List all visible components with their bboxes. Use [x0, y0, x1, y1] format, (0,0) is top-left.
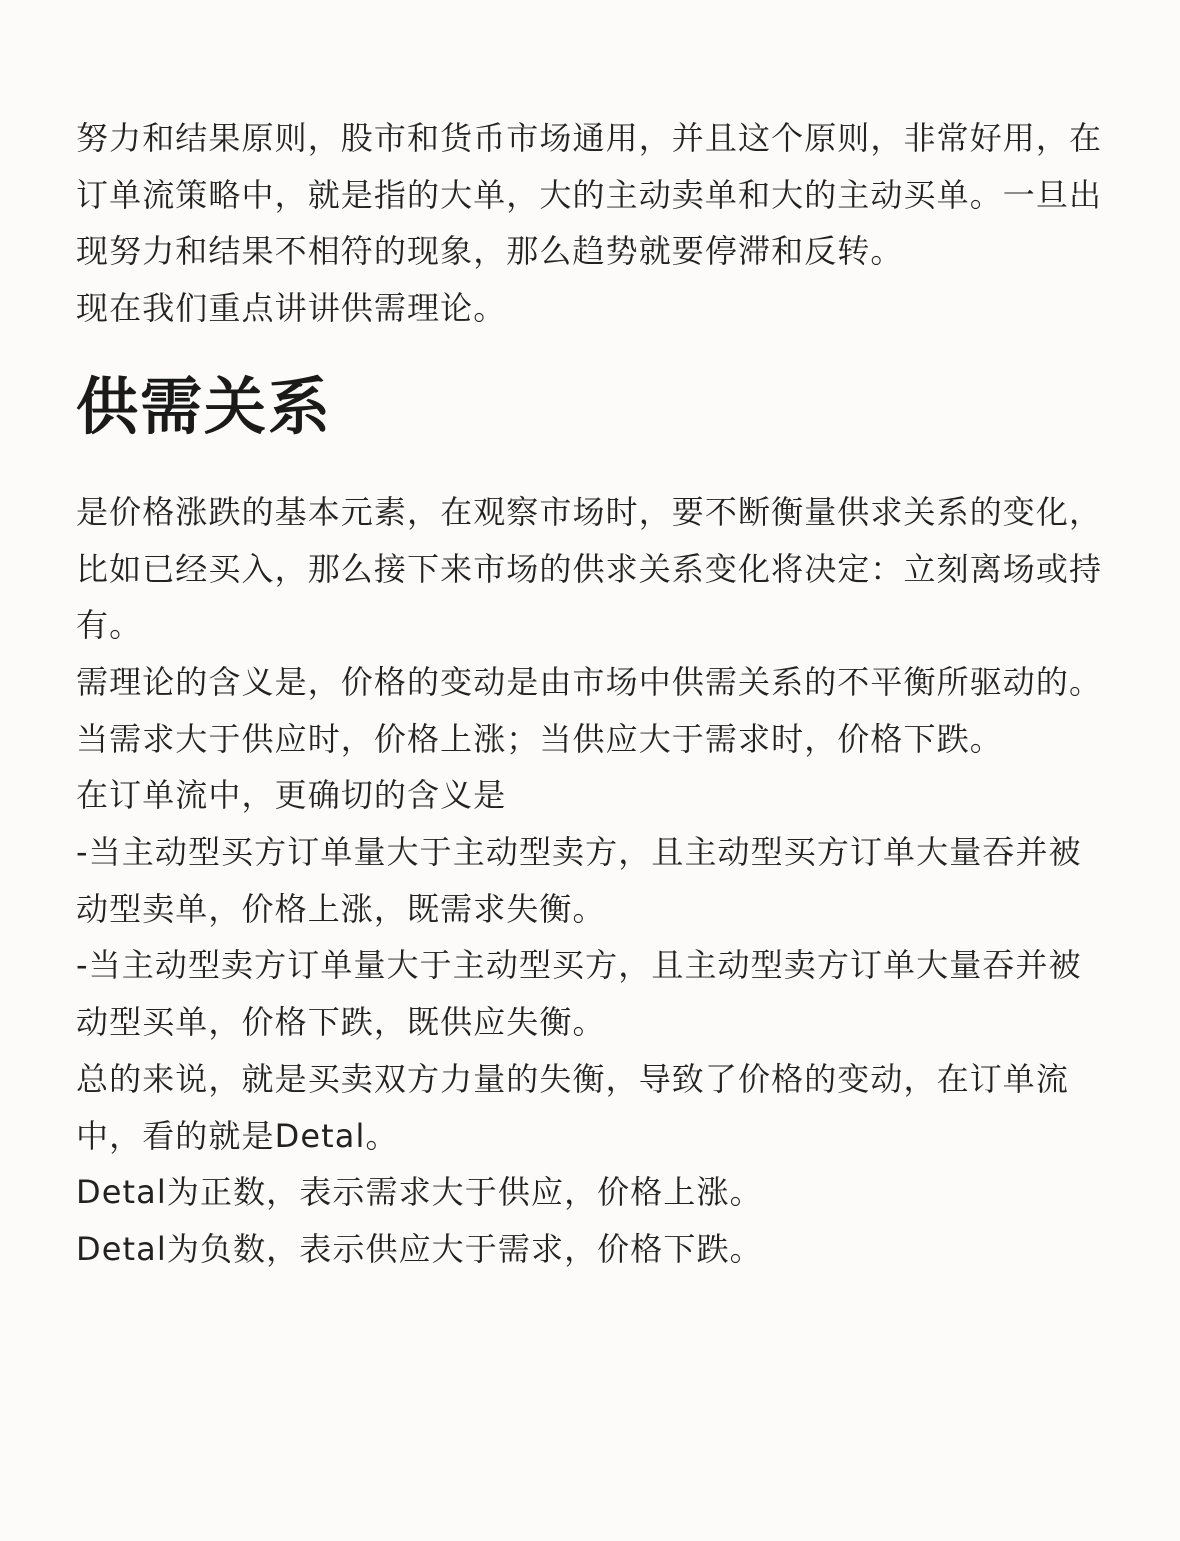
list-item-supply-imbalance: -当主动型卖方订单量大于主动型买方，且主动型卖方订单大量吞并被动型买单，价格下跌，既供应失衡。: [76, 946, 1082, 1042]
paragraph-detal-positive: Detal为正数，表示需求大于供应，价格上涨。: [76, 1173, 763, 1212]
paragraph-summary: 总的来说，就是买卖双方力量的失衡，导致了价格的变动，在订单流中，看的就是Detal。: [76, 1059, 1070, 1155]
intro-paragraph-effort-result: 努力和结果原则，股市和货币市场通用，并且这个原则，非常好用，在订单流策略中，就是指的大单，大的主动卖单和大的主动买单。一旦出现努力和结果不相符的现象，那么趋势就要停滞和反转。: [76, 119, 1103, 271]
paragraph-price-rule: 当需求大于供应时，价格上涨；当供应大于需求时，价格下跌。: [76, 719, 1003, 758]
paragraph-orderflow-meaning: 在订单流中，更确切的含义是: [76, 776, 507, 815]
paragraph-basic-element: 是价格涨跌的基本元素，在观察市场时，要不断衡量供求关系的变化，比如已经买入，那么接下来市场的供求关系变化将决定：立刻离场或持有。: [76, 492, 1103, 645]
list-item-demand-imbalance: -当主动型买方订单量大于主动型卖方，且主动型买方订单大量吞并被动型卖单，价格上涨，既需求失衡。: [76, 833, 1082, 928]
supply-demand-section: [76, 484, 1106, 1278]
paragraph-theory-meaning: 需理论的含义是，价格的变动是由市场中供需关系的不平衡所驱动的。: [76, 662, 1103, 701]
intro-section: [76, 110, 1106, 337]
intro-paragraph-supply-demand-lead: 现在我们重点讲讲供需理论。: [76, 289, 507, 328]
paragraph-detal-negative: Detal为负数，表示供应大于需求，价格下跌。: [76, 1229, 763, 1268]
section-heading: 供需关系: [76, 369, 333, 443]
